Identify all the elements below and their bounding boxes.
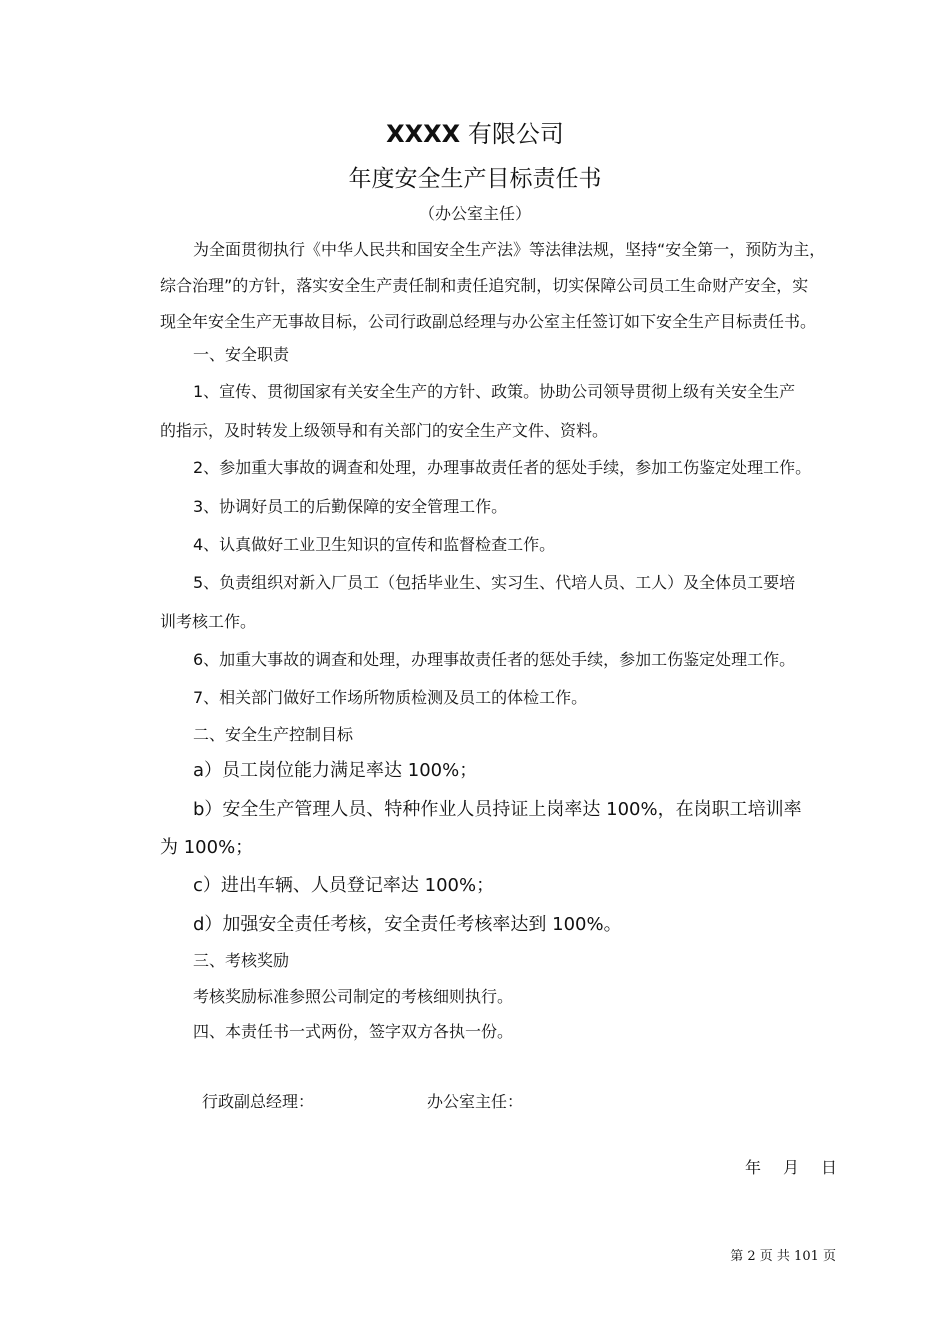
intro-line: 为全面贯彻执行《中华人民共和国安全生产法》等法律法规，坚持“安全第一，预防为主， — [193, 240, 826, 259]
intro-line: 现全年安全生产无事故目标，公司行政副总经理与办公室主任签订如下安全生产目标责任书。 — [160, 312, 817, 331]
target-line: a）员工岗位能力满足率达 100%； — [193, 760, 478, 781]
duty-line: 6、加重大事故的调查和处理，办理事故责任者的惩处手续，参加工伤鉴定处理工作。 — [193, 650, 796, 669]
company-title-latin: XXXX — [386, 120, 461, 148]
section-heading: 四、本责任书一式两份，签字双方各执一份。 — [193, 1022, 514, 1041]
section-heading: 三、考核奖励 — [193, 951, 290, 970]
section-heading: 二、安全生产控制目标 — [193, 725, 354, 744]
signature-label-right: 办公室主任： — [427, 1092, 524, 1111]
intro-line: 综合治理”的方针，落实安全生产责任制和责任追究制，切实保障公司员工生命财产安全，实 — [160, 276, 809, 295]
target-line: c）进出车辆、人员登记率达 100%； — [193, 875, 495, 896]
duty-line: 训考核工作。 — [160, 612, 257, 631]
section-text: 考核奖励标准参照公司制定的考核细则执行。 — [193, 987, 514, 1006]
date-day: 日 — [821, 1158, 838, 1177]
target-line: b）安全生产管理人员、特种作业人员持证上岗率达 100%，在岗职工培训率 — [193, 799, 802, 820]
duty-line: 7、相关部门做好工作场所物质检测及员工的体检工作。 — [193, 688, 588, 707]
company-title-cn: 有限公司 — [467, 120, 564, 148]
target-line: d）加强安全责任考核，安全责任考核率达到 100%。 — [193, 914, 622, 935]
document-title: 年度安全生产目标责任书 — [348, 166, 602, 192]
duty-line: 2、参加重大事故的调查和处理，办理事故责任者的惩处手续，参加工伤鉴定处理工作。 — [193, 458, 812, 477]
company-title — [0, 122, 950, 146]
duty-line: 4、认真做好工业卫生知识的宣传和监督检查工作。 — [193, 535, 556, 554]
date-year: 年 — [745, 1158, 762, 1177]
duty-line: 的指示，及时转发上级领导和有关部门的安全生产文件、资料。 — [160, 421, 609, 440]
duty-line: 1、宣传、贯彻国家有关安全生产的方针、政策。协助公司领导贯彻上级有关安全生产 — [193, 382, 796, 401]
signature-label-left: 行政副总经理： — [202, 1092, 315, 1111]
target-line: 为 100%； — [160, 837, 254, 858]
date-month: 月 — [783, 1158, 800, 1177]
section-heading: 一、安全职责 — [193, 345, 290, 364]
page-number: 第 2 页 共 101 页 — [730, 1249, 836, 1264]
duty-line: 3、协调好员工的后勤保障的安全管理工作。 — [193, 497, 508, 516]
duty-line: 5、负责组织对新入厂员工（包括毕业生、实习生、代培人员、工人）及全体员工要培 — [193, 573, 796, 592]
document-role: （办公室主任） — [418, 204, 531, 223]
